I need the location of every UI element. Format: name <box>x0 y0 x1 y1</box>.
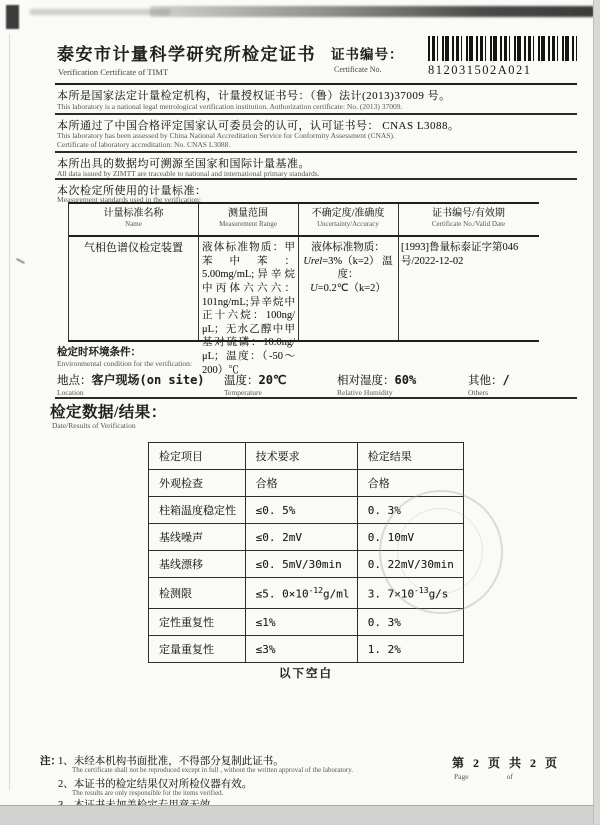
divider <box>55 178 577 180</box>
results-title-en: Date/Results of Verification <box>52 421 136 430</box>
certificate-no-label: 证书编号： <box>331 47 404 62</box>
results-header-requirement: 技术要求 <box>245 443 357 470</box>
env-location-en: Location <box>57 388 84 397</box>
statement-traceability-en: All data issued by ZIMTT are traceable to national and international primary standards. <box>57 169 320 178</box>
scan-background-right <box>593 0 600 824</box>
results-header-result: 检定结果 <box>357 443 463 470</box>
standards-row-range: 液体标准物质：甲苯中苯：5.00mg/mL;异辛烷中丙体六六六：101ng/mL;异辛烷中正十六烷：100ng/μL；无水乙醇中甲基对硫磷：10.0ng/μL；温度：（-50～200）℃ <box>202 242 295 376</box>
scan-artifact <box>16 258 25 264</box>
table-row: 基线漂移 ≤0. 5mV/30min 0. 22mV/30min <box>149 551 464 578</box>
divider <box>55 113 577 115</box>
statement-cnas-en1: This laboratory has been assessed by China National Accreditation Service for Conformity Assessment (CNAS). <box>57 131 395 140</box>
table-row: 柱箱温度稳定性 ≤0. 5% 0. 3% <box>149 497 464 524</box>
standards-row-name: 气相色谱仪检定装置 <box>84 242 183 254</box>
page-title-en: Verification Certificate of TIMT <box>58 67 169 77</box>
scan-artifact <box>150 6 594 17</box>
statement-authorization: 本所是国家法定计量检定机构，计量授权证书号：（鲁）法计(2013)37009 号。 <box>57 90 451 102</box>
scan-fold-line <box>9 34 10 790</box>
standards-header-uncertainty: 不确定度/准确度 Uncertainty/Accuracy <box>311 208 385 228</box>
statement-cnas: 本所通过了中国合格评定国家认可委员会的认可，认可证书号： CNAS L3088。 <box>57 120 460 132</box>
page-number: 2 <box>473 756 483 770</box>
page-total: 2 <box>530 756 540 770</box>
env-humidity-en: Relative Humidity <box>337 388 393 397</box>
detection-limit-result: 3. $7\times 10^{-13}g/s$ <box>357 578 463 609</box>
standards-row-uncertainty: 液体标准物质：Urel=3%（k=2） 温度：U=0.2℃（k=2） <box>303 242 393 294</box>
results-title: 检定数据/结果： <box>50 404 167 421</box>
statement-traceability: 本所出具的数据均可溯源至国家和国际计量基准。 <box>57 158 310 170</box>
detection-limit-requirement: ≤5. $0\times 10^{-12}g/ml$ <box>245 578 357 609</box>
table-row: 定性重复性 ≤1% 0. 3% <box>149 609 464 636</box>
statement-standards-used: 本次检定所使用的计量标准： <box>57 185 207 197</box>
note-2-en: The results are only responsible for the items verified. <box>72 789 224 797</box>
environment-title: 检定时环境条件： <box>57 347 141 358</box>
note-1-en: The certificate shall not be reproduced except in full , without the written approval of the laboratory. <box>72 766 353 774</box>
page-indicator: 第 2 页 共 2 页 <box>452 756 561 770</box>
env-humidity: 相对湿度：60% <box>337 373 417 387</box>
divider <box>55 397 577 399</box>
barcode-icon <box>428 36 577 61</box>
certificate-no-label-en: Certificate No. <box>334 65 382 74</box>
statement-standards-used-en: Measurement standards used in the verification: <box>57 195 201 204</box>
note-2: 2、本证书的检定结果仅对所检仪器有效。 <box>58 779 253 790</box>
env-location: 地点：客户现场(on site) <box>57 373 205 387</box>
scan-artifact <box>6 5 19 29</box>
table-header-rule <box>69 235 539 237</box>
env-others-en: Others <box>468 388 488 397</box>
standards-header-certificate: 证书编号/有效期 Certificate No./Valid Date <box>431 208 506 228</box>
table-row: 基线噪声 ≤0. 2mV 0. 10mV <box>149 524 464 551</box>
table-row: 检测限 ≤5. $0\times 10^{-12}g/ml$ 3. $7\times 10^{-13}g/s$ <box>149 578 464 609</box>
statement-cnas-en2: Certificate of laboratory accreditation: No. CNAS L3088. <box>57 140 231 149</box>
note-1: 1、未经本机构书面批准，不得部分复制此证书。 <box>58 756 284 767</box>
scan-artifact <box>30 9 170 15</box>
results-header-row <box>149 443 464 470</box>
env-temperature: 温度：20℃ <box>224 373 287 387</box>
notes-label: 注： <box>40 756 61 767</box>
table-row: 外观检查 合格 合格 <box>149 470 464 497</box>
page-indicator-en: Page of <box>454 772 513 781</box>
standards-row-certificate: [1993]鲁量标泰证字第046号/2022-12-02 <box>401 242 519 267</box>
results-header-item: 检定项目 <box>149 443 246 470</box>
divider <box>55 151 577 153</box>
divider <box>55 83 577 85</box>
standards-header-range: 测量范围 Measurement Range <box>219 208 277 228</box>
env-others: 其他：/ <box>468 373 510 387</box>
environment-title-en: Environmental condition for the verification: <box>57 359 192 368</box>
table-row: 定量重复性 ≤3% 1. 2% <box>149 636 464 663</box>
standards-header-name: 计量标准名称 Name <box>103 208 164 228</box>
certificate-number: 812031502A021 <box>428 63 532 77</box>
below-blank-note: 以下空白 <box>279 666 333 680</box>
env-temperature-en: Temperature <box>224 388 262 397</box>
page-title: 泰安市计量科学研究所检定证书 <box>57 45 316 64</box>
seal-stamp-inner-icon <box>397 508 483 594</box>
scan-background-bottom <box>0 805 600 825</box>
statement-authorization-en: This laboratory is a national legal metrological verification institution. Authorization certificate: No. (2013) 37009. <box>57 102 403 111</box>
